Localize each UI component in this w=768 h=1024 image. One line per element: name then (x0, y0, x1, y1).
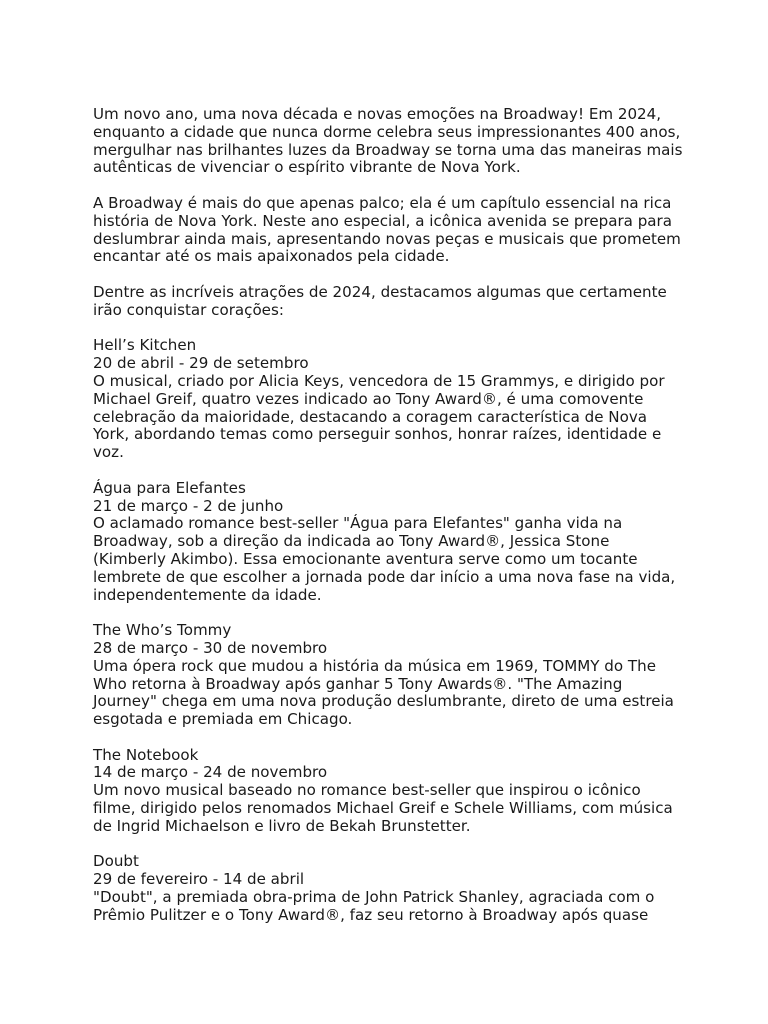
document-body (93, 106, 683, 942)
show-dates: 28 de março - 30 de novembro (93, 638, 328, 657)
show-entry-the-notebook (93, 747, 683, 836)
show-title: The Who’s Tommy (93, 621, 232, 640)
show-title: The Notebook (93, 745, 199, 764)
show-title: Hell’s Kitchen (93, 336, 197, 355)
show-title: Doubt (93, 852, 139, 871)
show-dates: 14 de março - 24 de novembro (93, 763, 328, 782)
intro-paragraph: A Broadway é mais do que apenas palco; ela é um capítulo essencial na rica história de Nova York. Neste ano especial, a icônica avenida se prepara para deslumbrar ainda mais, apresentando novas peças e musicais que prometem encantar até os mais apaixonados pela cidade. (93, 193, 681, 266)
show-dates: 29 de fevereiro - 14 de abril (93, 870, 305, 889)
show-dates: 20 de abril - 29 de setembro (93, 354, 309, 373)
show-description: Uma ópera rock que mudou a história da música em 1969, TOMMY do The Who retorna à Broadway após ganhar 5 Tony Awards®. "The Amazing Journey" chega em uma nova produção deslumbrante, direto de uma estreia esgotada e premiada em Chicago. (93, 656, 674, 729)
show-entry-hells-kitchen (93, 337, 683, 462)
intro-paragraph: Dentre as incríveis atrações de 2024, destacamos algumas que certamente irão conquistar corações: (93, 282, 667, 319)
show-description: "Doubt", a premiada obra-prima de John Patrick Shanley, agraciada com o Prêmio Pulitzer e o Tony Award®, faz seu retorno à Broadway após quase (93, 888, 655, 924)
show-title: Água para Elefantes (93, 478, 246, 497)
show-entry-the-whos-tommy (93, 622, 683, 729)
show-entry-doubt (93, 853, 683, 924)
show-description: Um novo musical baseado no romance best-seller que inspirou o icônico filme, dirigido pelos renomados Michael Greif e Schele Williams, com música de Ingrid Michaelson e livro de Bekah Brunstetter. (93, 781, 673, 835)
intro-paragraph: Um novo ano, uma nova década e novas emoções na Broadway! Em 2024, enquanto a cidade que nunca dorme celebra seus impressionantes 400 anos, mergulhar nas brilhantes luzes da Broadway se torna uma das maneiras mais autênticas de vivenciar o espírito vibrante de Nova York. (93, 105, 683, 177)
show-description: O musical, criado por Alicia Keys, vencedora de 15 Grammys, e dirigido por Michael Greif, quatro vezes indicado ao Tony Award®, é uma comovente celebração da maioridade, destacando a coragem característica de Nova York, abordando temas como perseguir sonhos, honrar raízes, identidade e voz. (93, 371, 665, 462)
show-description: O aclamado romance best-seller "Água para Elefantes" ganha vida na Broadway, sob a direção da indicada ao Tony Award®, Jessica Stone (Kimberly Akimbo). Essa emocionante aventura serve como um tocante lembrete de que escolher a jornada pode dar início a uma nova fase na vida, independentemente da idade. (93, 514, 676, 604)
show-dates: 21 de março - 2 de junho (93, 496, 284, 515)
show-entry-agua-para-elefantes (93, 480, 683, 605)
